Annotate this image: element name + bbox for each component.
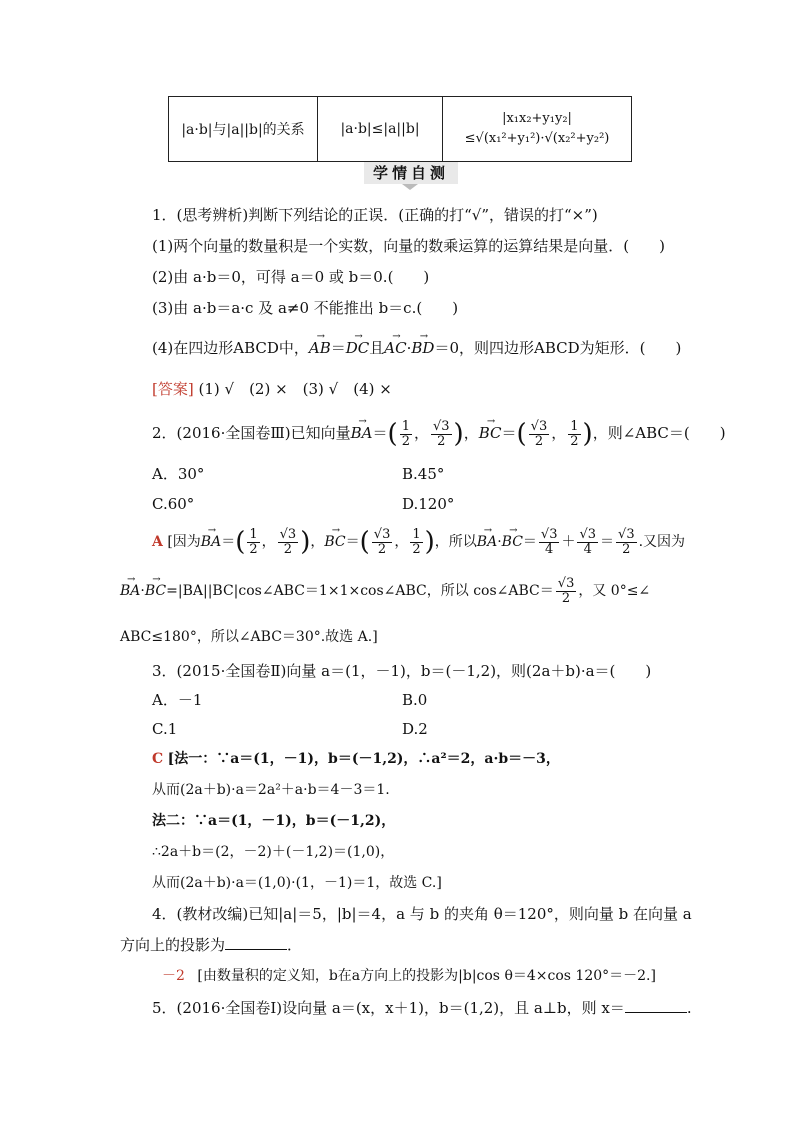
q1-s4-pre: (4)在四边形ABCD中， — [152, 339, 309, 357]
solution-text: .又因为 — [638, 534, 686, 550]
fraction: $\frac{1}{2}$ — [249, 526, 258, 557]
vector-bc: → BC — [479, 418, 502, 448]
vector-bc: → BC — [324, 527, 345, 557]
solution-text: [法一：∵a＝(1，－1)，b＝(－1,2)，∴a²＝2，a·b＝－3， — [167, 751, 560, 767]
q4-answer: －2 — [162, 968, 185, 984]
solution-text: [因为 — [167, 534, 201, 550]
q1-s4-post: ＝0，则四边形ABCD为矩形．( ) — [434, 339, 682, 357]
vector-ba: → BA — [351, 418, 373, 448]
fraction: $\frac{1}{2}$ — [401, 418, 410, 449]
table-cell-inequality: |a·b|≤|a||b| — [318, 97, 443, 162]
answer-blank — [225, 935, 287, 950]
q3-stem: 3．(2015·全国卷Ⅱ)向量 a＝(1，－1)，b＝(－1,2)，则(2a＋b)·a＝( ) — [152, 662, 652, 680]
solution-text: =|BA||BC|cos∠ABC＝1×1×cos∠ABC，所以 cos∠ABC＝ — [166, 583, 554, 599]
q1-statement-2: (2)由 a·b＝0，可得 a＝0 或 b＝0.( ) — [152, 268, 430, 286]
q2-answer-letter: A — [152, 534, 163, 550]
q3-answer-letter: C — [152, 751, 164, 767]
q2-option-c: C.60° — [152, 495, 195, 513]
coordinate-bound: ≤√(x₁²+y₁²)·√(x₂²+y₂²) — [464, 131, 610, 146]
q4-stem-line-2 — [120, 935, 302, 955]
q3-option-d: D.2 — [402, 720, 428, 738]
conjunction: 且 — [369, 339, 385, 357]
table-cell-coordinate-form — [443, 97, 632, 162]
q3-option-a: A．－1 — [152, 691, 203, 709]
q1-statement-4: (4)在四边形ABCD中，→ AB＝→ DC且→ AC·→ BD＝0，则四边形ABCD为矩形．( ) — [152, 338, 681, 358]
vector-bd: → BD — [411, 338, 434, 358]
q2-solution-line-3: ABC≤180°，所以∠ABC＝30°.故选 A.] — [120, 629, 378, 645]
fraction: $\frac{√3}{4}$ — [540, 526, 558, 557]
vector-bc: → BC — [502, 527, 523, 557]
q2-stem: 2．(2016·全国卷Ⅲ)已知向量→ BA＝( $\frac{1}{2}$ ， $\frac{√3}{2}$ )，→ BC＝( $\frac{√3}{2}$ ， $\frac{1}{2}$ )，则∠ABC＝( ) — [152, 418, 726, 449]
q2-option-a: A．30° — [152, 465, 205, 483]
answer-values: (1) √ (2) × (3) √ (4) × — [198, 380, 392, 398]
q3-solution-line-4: ∴2a＋b＝(2，－2)＋(－1,2)＝(1,0)， — [152, 844, 395, 860]
q3-solution-line-2: 从而(2a＋b)·a＝2a²＋a·b＝4－3＝1. — [152, 782, 390, 798]
q2-stem-post: ，则∠ABC＝( ) — [592, 424, 726, 442]
vector-ba: → BA — [201, 527, 221, 557]
solution-text: 所以 — [448, 534, 477, 550]
q4-stem-text: 方向上的投影为 — [120, 936, 226, 954]
fraction: $\frac{√3}{2}$ — [373, 526, 391, 557]
q3-option-c: C.1 — [152, 720, 178, 738]
fraction: $\frac{√3}{2}$ — [279, 526, 297, 557]
vector-ba: → BA — [120, 576, 140, 606]
table-row — [169, 97, 632, 162]
section-badge: 学情自测 — [364, 162, 458, 184]
fraction: $\frac{1}{2}$ — [412, 526, 421, 557]
solution-text: ，又 0°≤∠ — [578, 583, 651, 599]
fraction: $\frac{√3}{4}$ — [579, 526, 597, 557]
q2-option-b: B.45° — [402, 465, 445, 483]
q3-solution-line-3: 法二：∵a＝(1，－1)，b＝(－1,2)， — [152, 813, 396, 829]
fraction: $\frac{√3}{2}$ — [557, 575, 575, 606]
q5-stem — [152, 998, 692, 1018]
vector-ba: → BA — [477, 527, 497, 557]
q1-answer — [152, 379, 392, 399]
q2-option-d: D.120° — [402, 495, 455, 513]
q1-statement-3: (3)由 a·b＝a·c 及 a≠0 不能推出 b＝c.( ) — [152, 299, 459, 317]
q3-solution-line-1 — [152, 749, 560, 769]
q4-stem-line-1: 4．(教材改编)已知|a|＝5，|b|＝4，a 与 b 的夹角 θ＝120°，则向量 b 在向量 a — [152, 905, 692, 923]
vector-ac: → AC — [384, 338, 406, 358]
q5-stem-text: 5．(2016·全国卷Ⅰ)设向量 a＝(x，x＋1)，b＝(1,2)，且 a⊥b，则 x＝ — [152, 999, 625, 1017]
q2-solution-line-2: → BA·→ BC=|BA||BC|cos∠ABC＝1×1×cos∠ABC，所以 cos∠ABC＝ $\frac{√3}{2}$ ，又 0°≤∠ — [120, 576, 650, 606]
q1-stem: 1．(思考辨析)判断下列结论的正误．(正确的打“√”，错误的打“×”) — [152, 206, 598, 224]
q2-stem-pre: 2．(2016·全国卷Ⅲ)已知向量 — [152, 424, 351, 442]
q4-solution — [162, 966, 656, 986]
vector-dc: → DC — [346, 338, 370, 358]
fraction: $\frac{√3}{2}$ — [618, 526, 635, 557]
q3-solution-line-5: 从而(2a＋b)·a＝(1,0)·(1，－1)＝1，故选 C.] — [152, 875, 442, 891]
q5-stem-post: . — [686, 999, 692, 1017]
comparison-table — [168, 96, 632, 162]
equals-sign: ＝ — [330, 339, 346, 357]
fraction: $\frac{1}{2}$ — [570, 418, 579, 449]
coordinate-numerator: |x₁x₂+y₁y₂| — [502, 111, 572, 126]
q2-solution-line-1: A [因为→ BA＝( $\frac{1}{2}$ ， $\frac{√3}{2}$ )，→ BC＝( $\frac{√3}{2}$ ， $\frac{1}{2}$ )，所以→ BA·→ BC＝ $\frac{√3}{4}$ ＋ $\frac{√3}{4}$ ＝ $\frac{√3}{2}$ .又因为 — [152, 527, 685, 557]
answer-label: [答案] — [152, 380, 194, 398]
table-cell-relation: |a·b|与|a||b|的关系 — [169, 97, 318, 162]
fraction: $\frac{√3}{2}$ — [432, 418, 450, 449]
answer-blank — [625, 998, 687, 1013]
fraction: $\frac{√3}{2}$ — [530, 418, 548, 449]
q3-option-b: B.0 — [402, 691, 428, 709]
q1-statement-1: (1)两个向量的数量积是一个实数，向量的数乘运算的运算结果是向量．( ) — [152, 237, 665, 255]
solution-text: [由数量积的定义知，b在a方向上的投影为|b|cos θ＝4×cos 120°＝－2.] — [197, 968, 656, 984]
vector-ab: → AB — [309, 338, 331, 358]
vector-bc: → BC — [145, 576, 166, 606]
q4-stem-post: ． — [287, 936, 303, 954]
